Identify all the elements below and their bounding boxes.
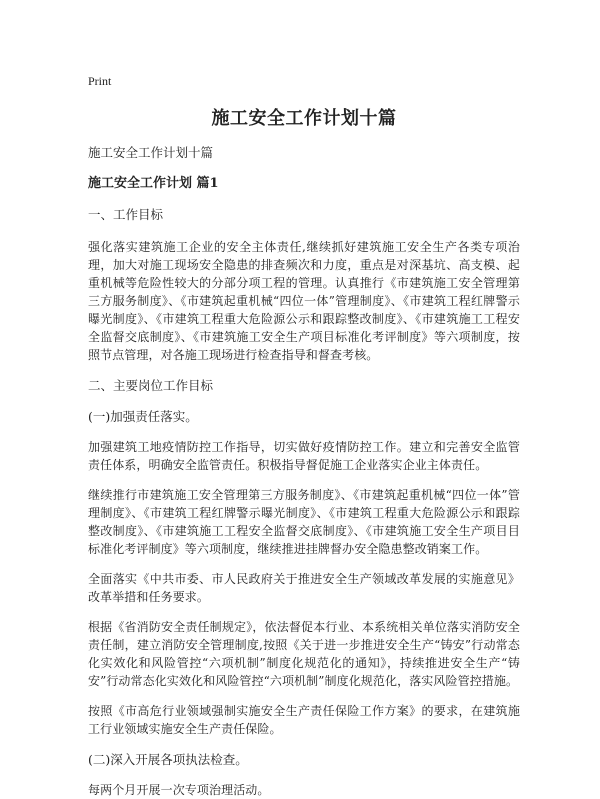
print-link[interactable]: Print — [88, 74, 112, 88]
paragraph: 加强建筑工地疫情防控工作指导，切实做好疫情防控工作。建立和完善安全监管责任体系，明确安全监管责任。积极指导督促施工企业落实企业主体责任。 — [88, 440, 520, 472]
heading-main-post-goals: 二、主要岗位工作目标 — [88, 378, 214, 393]
paragraph: 根据《省消防安全责任制规定》，依法督促本行业、本系统相关单位落实消防安全责任制，建立消防安全管理制度,按照《关于进一步推进安全生产“铸安”行动常态化实效化和风险管控“六项机制”制度化规范化的通知》，持续推进安全生产“铸安”行动常态化实效化和风险管控“六项机制”制度化规范化，落实风险管控措施。 — [88, 620, 520, 688]
paragraph: 按照《市高危行业领域强制实施安全生产责任保险工作方案》的要求，在建筑施工行业领域实施安全生产责任保险。 — [88, 704, 520, 736]
paragraph: 继续推行市建筑施工安全管理第三方服务制度》、《市建筑起重机械“四位一体”管理制度》、《市建筑工程红牌警示曝光制度》、《市建筑工程重大危险源公示和跟踪整改制度》、《市建筑施工工程安全监督交底制度》、《市建筑施工安全生产项目目标准化考评制度》等六项制度，继续推进挂牌督办安全隐患整改销案工作。 — [88, 488, 520, 556]
heading-work-goals: 一、工作目标 — [88, 207, 164, 222]
paragraph: 每两个月开展一次专项治理活动。 — [88, 783, 270, 797]
paragraph: 全面落实《中共市委、市人民政府关于推进安全生产领域改革发展的实施意见》改革举措和任务要求。 — [88, 572, 520, 604]
document-title: 施工安全工作计划十篇 — [211, 108, 397, 129]
section-title: 施工安全工作计划 篇1 — [88, 176, 219, 191]
heading-strengthen-responsibility: (一)加强责任落实。 — [88, 409, 198, 424]
paragraph: 强化落实建筑施工企业的安全主体责任,继续抓好建筑施工安全生产各类专项治理，加大对施工现场安全隐患的排查频次和力度，重点是对深基坑、高支模、起重机械等危险性较大的分部分项工程的管理。认真推行《市建筑施工安全管理第三方服务制度》、《市建筑起重机械“四位一体”管理制度》、《市建筑工程红牌警示曝光制度》、《市建筑工程重大危险源公示和跟踪整改制度》、《市建筑施工工程安全监督交底制度》、《市建筑施工安全生产项目标准化考评制度》等六项制度，按照节点管理，对各施工现场进行检查指导和督查考核。 — [88, 240, 520, 362]
document-page — [88, 64, 520, 799]
document-subtitle: 施工安全工作计划十篇 — [88, 145, 214, 160]
heading-law-enforcement: (二)深入开展各项执法检查。 — [88, 752, 248, 767]
